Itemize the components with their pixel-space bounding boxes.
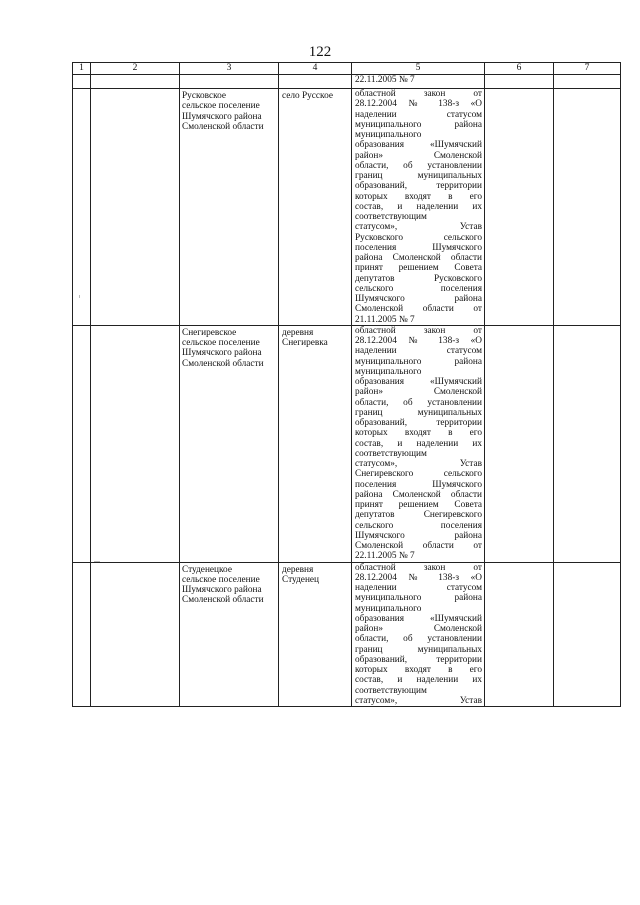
- table-row: [73, 562, 621, 707]
- column-number: 5: [352, 63, 485, 75]
- table-row: [73, 89, 621, 326]
- page-number: 122: [308, 44, 332, 60]
- legal-basis: областной закон от 28.12.2004 № 138-з «О наделении статусом муниципального района муниципального образования «Шумячский район» Смоленской области, об установлении границ муниципальных образований, территории которых входят в его состав, и наделении их соответствующим статусом», Устав: [352, 562, 485, 707]
- column-number: 3: [180, 63, 279, 75]
- column-number: 4: [279, 63, 352, 75]
- settlement-name: Снегиревское сельское поселение Шумячского района Смоленской области: [180, 325, 279, 562]
- settlement-name: Студенецкое сельское поселение Шумячского района Смоленской области: [180, 562, 279, 707]
- column-number: 6: [485, 63, 554, 75]
- continuation-text: 22.11.2005 № 7: [352, 75, 485, 89]
- administrative-center: деревня Студенец: [279, 562, 352, 707]
- administrative-center: деревня Снегиревка: [279, 325, 352, 562]
- legal-basis: областной закон от 28.12.2004 № 138-з «О наделении статусом муниципального района муниципального образования «Шумячский район» Смоленской области, об установлении границ муниципальных образований, территории которых входят в его состав, и наделении их соответствующим статусом», Устав Русковского сельского поселения Шумячского района Смоленской области принят решением Совета депутатов Русковского сельского поселения Шумячского района Смоленской области от 21.11.2005 № 7: [352, 89, 485, 326]
- column-number: 2: [91, 63, 180, 75]
- settlement-name: Русковское сельское поселение Шумячского района Смоленской области: [180, 89, 279, 326]
- continuation-row: [73, 75, 621, 89]
- column-number-row: [73, 63, 621, 75]
- table-row: [73, 325, 621, 562]
- administrative-center: село Русское: [279, 89, 352, 326]
- legal-basis: областной закон от 28.12.2004 № 138-з «О наделении статусом муниципального района муниципального образования «Шумячский район» Смоленской области, об установлении границ муниципальных образований, территории которых входят в его состав, и наделении их соответствующим статусом», Устав Снегиревского сельского поселения Шумячского района Смоленской области принят решением Совета депутатов Снегиревского сельского поселения Шумячского района Смоленской области от 22.11.2005 № 7: [352, 325, 485, 562]
- column-number: 1: [73, 63, 91, 75]
- register-table: [72, 62, 621, 707]
- column-number: 7: [554, 63, 621, 75]
